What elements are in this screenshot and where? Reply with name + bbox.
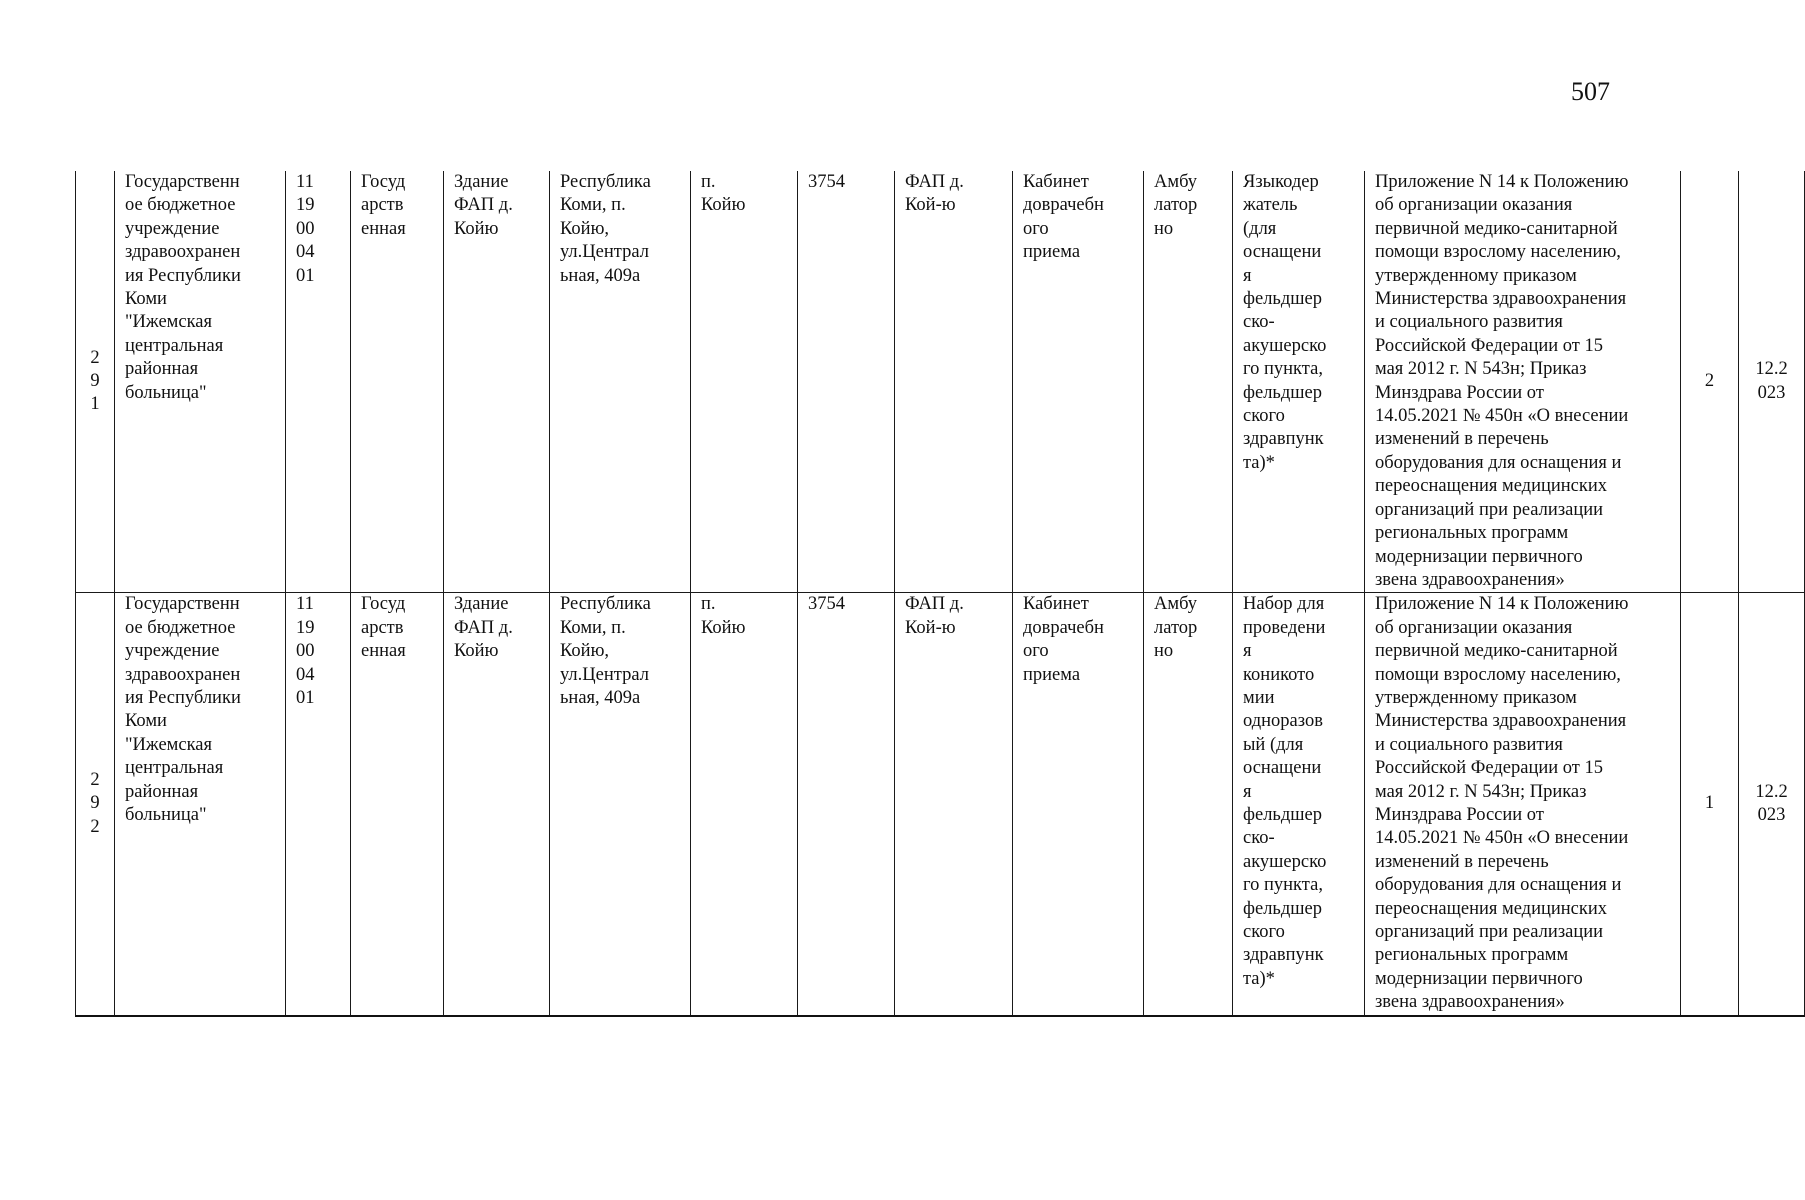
care-type-cell: Амбу латор но bbox=[1144, 593, 1233, 1016]
page-number: 507 bbox=[1571, 77, 1610, 106]
address-cell: Республика Коми, п. Койю, ул.Централ ьная, 409а bbox=[550, 171, 691, 593]
organization-cell: Государственн ое бюджетное учреждение здравоохранен ия Республики Коми "Ижемская центральная районная больница" bbox=[115, 593, 286, 1016]
legal-basis-cell: Приложение N 14 к Положению об организации оказания первичной медико-санитарной помощи взрослому населению, утвержденному приказом Министерства здравоохранения и социального развития Российской Федерации от 15 мая 2012 г. N 543н; Приказ Минздрава России от 14.05.2021 № 450н «О внесении изменений в перечень оборудования для оснащения и переоснащения медицинских организаций при реализации региональных программ модернизации первичного звена здравоохранения» bbox=[1365, 593, 1681, 1016]
equipment-cell: Языкодер жатель (для оснащени я фельдшер ско- акушерско го пункта, фельдшер ского здравпунк та)* bbox=[1233, 171, 1365, 593]
date-cell: 12.2 023 bbox=[1739, 171, 1805, 593]
quantity-cell: 1 bbox=[1681, 593, 1739, 1016]
locality-code-cell: 3754 bbox=[798, 171, 895, 593]
table-row bbox=[76, 593, 1805, 1016]
room-cell: Кабинет доврачебн ого приема bbox=[1013, 171, 1144, 593]
locality-cell: п. Койю bbox=[691, 593, 798, 1016]
unit-cell: ФАП д. Кой-ю bbox=[895, 593, 1013, 1016]
ownership-cell: Госуд арств енная bbox=[351, 593, 444, 1016]
ownership-cell: Госуд арств енная bbox=[351, 171, 444, 593]
locality-code-cell: 3754 bbox=[798, 593, 895, 1016]
care-type-cell: Амбу латор но bbox=[1144, 171, 1233, 593]
building-cell: Здание ФАП д. Койю bbox=[444, 171, 550, 593]
equipment-cell: Набор для проведени я коникото мии одноразов ый (для оснащени я фельдшер ско- акушерско го пункта, фельдшер ского здравпунк та)* bbox=[1233, 593, 1365, 1016]
legal-basis-cell: Приложение N 14 к Положению об организации оказания первичной медико-санитарной помощи взрослому населению, утвержденному приказом Министерства здравоохранения и социального развития Российской Федерации от 15 мая 2012 г. N 543н; Приказ Минздрава России от 14.05.2021 № 450н «О внесении изменений в перечень оборудования для оснащения и переоснащения медицинских организаций при реализации региональных программ модернизации первичного звена здравоохранения» bbox=[1365, 171, 1681, 593]
locality-cell: п. Койю bbox=[691, 171, 798, 593]
room-cell: Кабинет доврачебн ого приема bbox=[1013, 593, 1144, 1016]
equipment-table bbox=[75, 171, 1805, 1017]
table-row bbox=[76, 171, 1805, 593]
unit-cell: ФАП д. Кой-ю bbox=[895, 171, 1013, 593]
organization-code-cell: 11 19 00 04 01 bbox=[286, 171, 351, 593]
organization-cell: Государственн ое бюджетное учреждение здравоохранен ия Республики Коми "Ижемская центральная районная больница" bbox=[115, 171, 286, 593]
row-number-cell: 2 9 2 bbox=[76, 593, 115, 1016]
quantity-cell: 2 bbox=[1681, 171, 1739, 593]
organization-code-cell: 11 19 00 04 01 bbox=[286, 593, 351, 1016]
address-cell: Республика Коми, п. Койю, ул.Централ ьная, 409а bbox=[550, 593, 691, 1016]
row-number-cell: 2 9 1 bbox=[76, 171, 115, 593]
building-cell: Здание ФАП д. Койю bbox=[444, 593, 550, 1016]
date-cell: 12.2 023 bbox=[1739, 593, 1805, 1016]
